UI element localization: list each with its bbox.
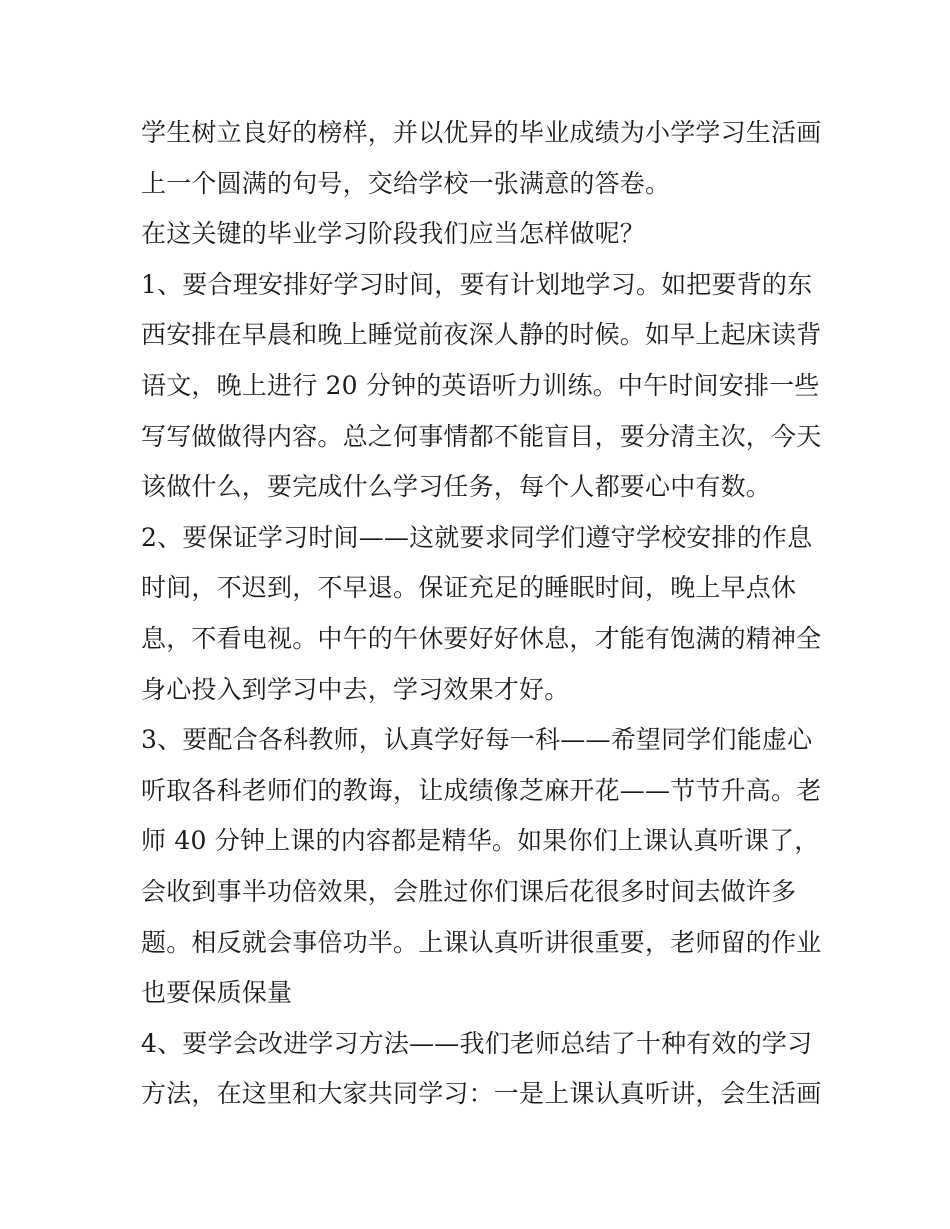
text-line: 题。相反就会事倍功半。上课认真听讲很重要，老师留的作业 — [141, 927, 822, 957]
text-line: 学生树立良好的榜样，并以优异的毕业成绩为小学学习生活画 — [141, 118, 822, 147]
text-line: 写写做做得内容。总之何事情都不能盲目，要分清主次，今天 — [141, 421, 822, 451]
text-line: 身心投入到学习中去，学习效果才好。 — [141, 674, 570, 704]
text-line: 西安排在早晨和晚上睡觉前夜深人静的时候。如早上起床读背 — [141, 320, 822, 350]
document-body — [141, 108, 821, 1120]
text-line: 4、要学会改进学习方法——我们老师总结了十种有效的学习 — [141, 1028, 813, 1058]
text-line: 会收到事半功倍效果，会胜过你们课后花很多时间去做许多 — [141, 876, 797, 906]
text-line: 师 40 分钟上课的内容都是精华。如果你们上课认真听课了， — [141, 826, 820, 856]
text-line: 3、要配合各科教师，认真学好每一科——希望同学们能虚心 — [141, 725, 813, 755]
text-line: 也要保质保量 — [141, 978, 293, 1008]
text-line: 上一个圆满的句号，交给学校一张满意的答卷。 — [141, 168, 671, 198]
text-line: 2、要保证学习时间——这就要求同学们遵守学校安排的作息 — [141, 522, 813, 552]
text-line: 该做什么，要完成什么学习任务，每个人都要心中有数。 — [141, 472, 772, 502]
text-line: 息，不看电视。中午的午休要好好休息，才能有饱满的精神全 — [141, 623, 822, 653]
text-line: 时间，不迟到，不早退。保证充足的睡眠时间，晚上早点休 — [141, 573, 797, 603]
text-line: 1、要合理安排好学习时间，要有计划地学习。如把要背的东 — [141, 269, 813, 299]
text-line: 在这关键的毕业学习阶段我们应当怎样做呢？ — [141, 219, 646, 249]
text-line: 方法，在这里和大家共同学习：一是上课认真听讲，会生活画 — [141, 1079, 822, 1109]
text-line: 听取各科老师们的教诲，让成绩像芝麻开花——节节升高。老 — [141, 775, 822, 805]
text-line: 语文，晚上进行 20 分钟的英语听力训练。中午时间安排一些 — [141, 370, 820, 400]
